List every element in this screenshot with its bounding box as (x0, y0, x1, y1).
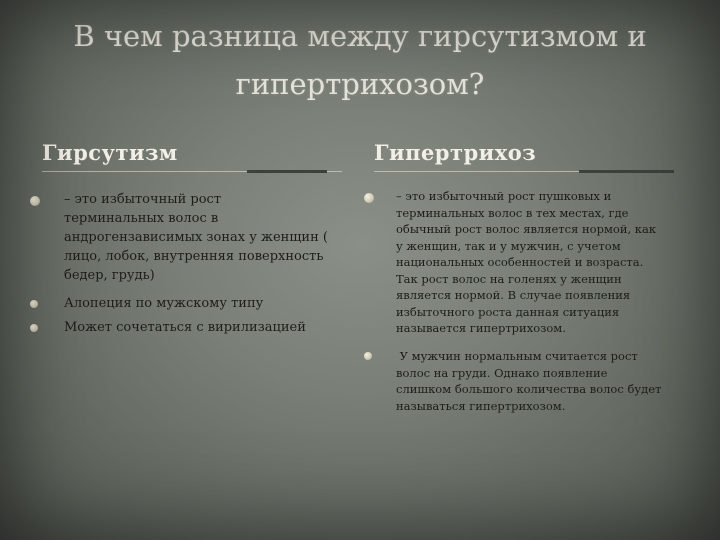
title-line-1: В чем разница между гирсутизмом и (73, 19, 647, 53)
slide-title (20, 12, 700, 108)
list-item (42, 318, 364, 337)
item-line: лицо, лобок, внутренняя поверхность (64, 249, 324, 264)
item-line: андрогензависимых зонах у женщин ( (64, 230, 328, 245)
item-line: называется гипертрихозом. (396, 321, 566, 335)
item-line: называться гипертрихозом. (396, 398, 566, 413)
item-line: – это избыточный рост (64, 192, 222, 207)
right-heading (374, 138, 674, 168)
item-line: обычный рост волос является нормой, как (396, 222, 657, 236)
bullet-icon (364, 193, 374, 203)
item-line: у женщин, так и у мужчин, с учетом (396, 238, 621, 253)
bullet-icon (30, 196, 40, 206)
item-line: У мужчин нормальным считается рост (396, 349, 638, 363)
bullet-icon (30, 324, 38, 332)
left-column (42, 138, 342, 335)
left-heading-text: Гирсутизм (42, 140, 178, 165)
right-heading-text: Гипертрихоз (374, 140, 537, 165)
item-line: терминальных волос в (64, 211, 219, 226)
right-heading-rule-accent (579, 170, 674, 173)
item-line: – это избыточный рост пушковых и (396, 189, 612, 203)
left-heading-rule-accent (247, 170, 327, 173)
list-item (374, 348, 686, 414)
left-heading (42, 138, 342, 168)
item-line: бедер, грудь) (64, 268, 155, 283)
item-line: является нормой. В случае появления (396, 288, 631, 302)
list-item (42, 190, 342, 285)
item-line: Так рост волос на голенях у женщин (396, 271, 622, 286)
title-line-2: гипертрихозом? (235, 67, 485, 101)
item-text: Алопеция по мужскому типу (64, 296, 264, 311)
item-text: Может сочетаться с вирилизацией (64, 320, 306, 335)
list-item (42, 294, 364, 313)
item-line: национальных особенностей и возраста. (396, 255, 644, 269)
bullet-icon (30, 300, 38, 308)
item-line: избыточного роста данная ситуация (396, 304, 620, 319)
item-line: слишком большого количества волос будет (396, 382, 662, 396)
item-line: волос на груди. Однако появление (396, 365, 608, 380)
list-item (374, 188, 664, 337)
bullet-icon (364, 352, 372, 360)
right-column (374, 138, 674, 413)
item-line: терминальных волос в тех местах, где (396, 205, 629, 220)
